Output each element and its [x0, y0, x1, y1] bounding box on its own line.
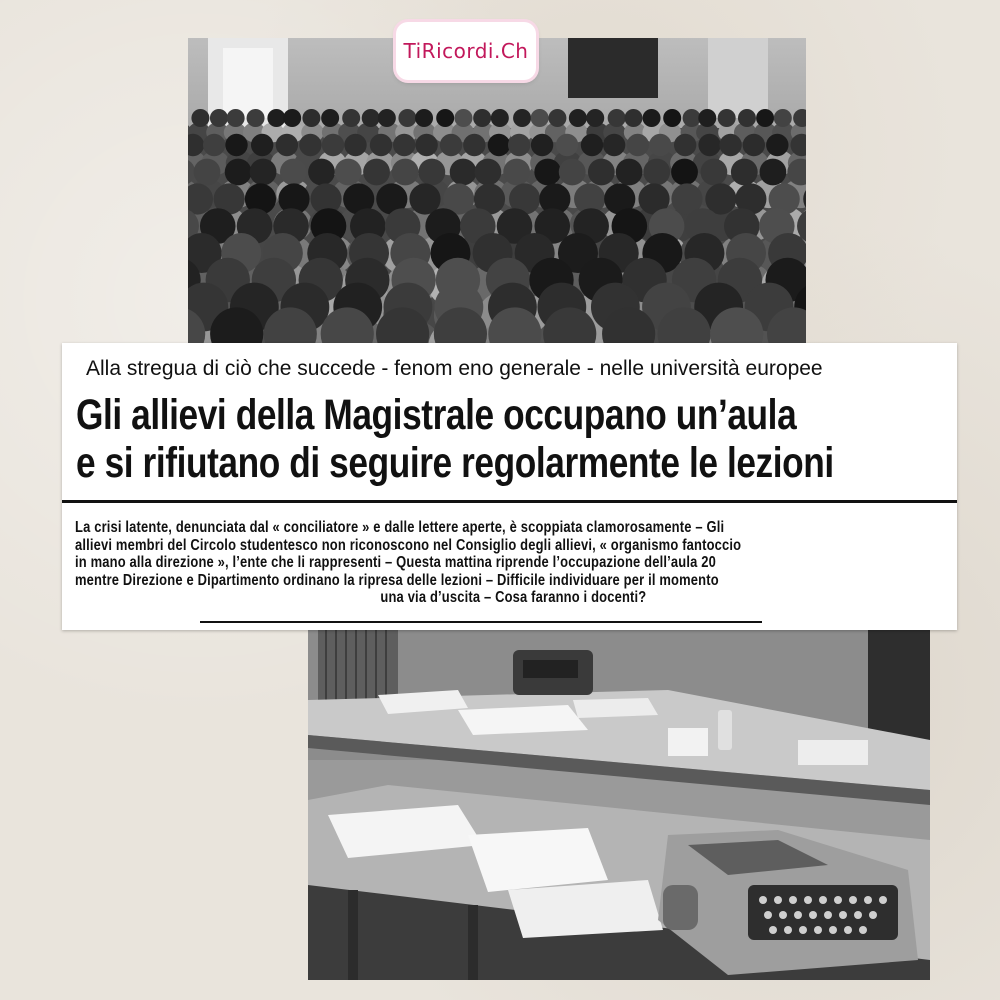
classroom-photo: [188, 38, 806, 343]
headline-line-1: Gli allievi della Magistrale occupano un’aula: [76, 391, 797, 439]
summary-divider: [200, 621, 762, 623]
article-summary: [75, 519, 952, 607]
summary-line-4: mentre Direzione e Dipartimento ordinano la ripresa delle lezioni – Difficile individuare per il momento: [75, 571, 719, 589]
logo-text: TiRicordi.Ch: [403, 39, 529, 63]
summary-line-2: allievi membri del Circolo studentesco non riconoscono nel Consiglio degli allievi, « organismo fantoccio: [75, 536, 742, 554]
crowd-illustration: [188, 38, 806, 343]
summary-line-5: una via d’uscita – Cosa faranno i docenti?: [380, 589, 647, 606]
summary-line-1: La crisi latente, denunciata dal « conciliatore » e dalle lettere aperte, è scoppiata clamorosamente – Gli: [75, 519, 725, 536]
headline-line-2: e si rifiutano di seguire regolarmente le lezioni: [76, 439, 834, 487]
typewriter-desk-photo: [308, 630, 930, 980]
tiricordi-logo[interactable]: [396, 22, 536, 80]
headline-divider: [62, 500, 957, 503]
newspaper-clipping: [62, 343, 957, 630]
desk-illustration: [308, 630, 930, 980]
article-kicker: Alla stregua di ciò che succede - fenom eno generale - nelle università europee: [86, 357, 823, 380]
summary-line-3: in mano alla direzione », l’ente che li rappresenti – Questa mattina riprende l’occupazione dell’aula 20: [75, 554, 716, 571]
article-headline: [76, 391, 834, 487]
